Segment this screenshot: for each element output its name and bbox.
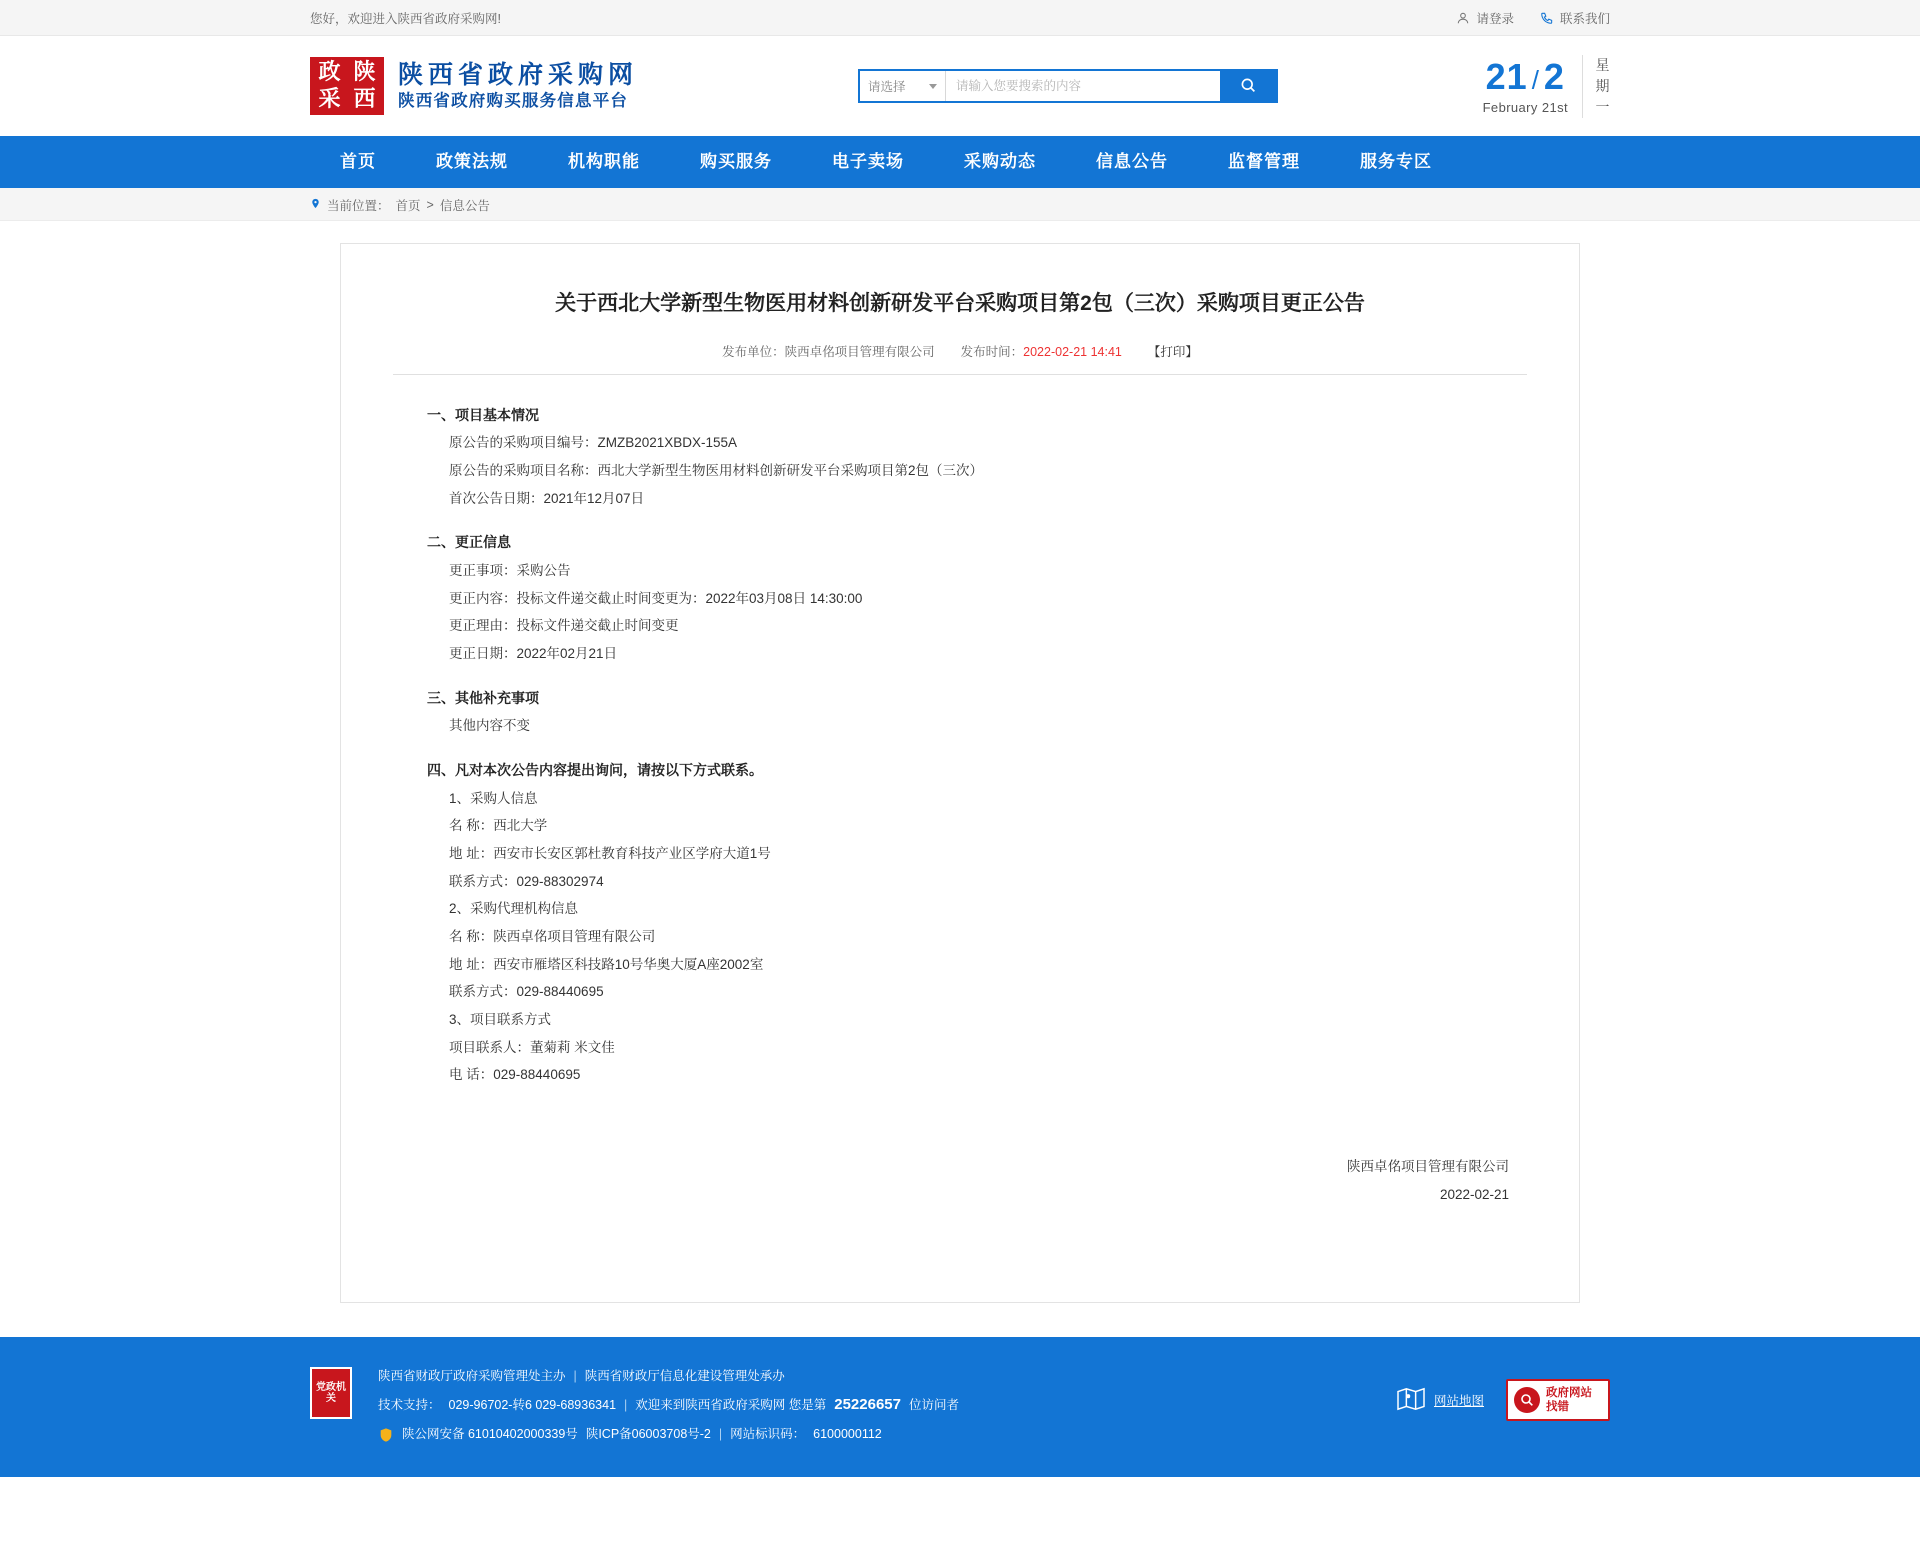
magnifier-icon: [1514, 1387, 1540, 1413]
gov-emblem-text: 党政机关: [316, 1382, 346, 1404]
support-tel: 029-96702-转6 029-68936341: [448, 1397, 617, 1412]
gov-error-report-badge[interactable]: [1506, 1379, 1610, 1421]
content-area: [0, 221, 1920, 1337]
section-2-line-4: 更正日期：2022年02月21日: [449, 645, 618, 661]
site-subname: 陕西省政府购买服务信息平台: [398, 91, 629, 110]
nav-item-policy[interactable]: 政策法规: [436, 152, 508, 171]
purchaser-address-row: [427, 840, 1545, 868]
police-shield-icon: [378, 1426, 394, 1442]
publish-time-value: 2022-02-21 14:41: [1023, 344, 1122, 359]
site-map-link[interactable]: [1396, 1386, 1484, 1415]
logo-char-3: 采: [318, 86, 341, 112]
project-contact-person-value: 董菊莉 米文佳: [530, 1039, 615, 1055]
date-day: 21: [1485, 55, 1528, 97]
footer-sep-1: |: [573, 1369, 577, 1383]
section-1-line-1: 原公告的采购项目编号：ZMZB2021XBDX-155A: [449, 435, 738, 451]
nav-item-announcements[interactable]: 信息公告: [1096, 152, 1168, 171]
site-id-label: 网站标识码：: [730, 1426, 806, 1441]
agency-address-row: [427, 951, 1545, 979]
logo-char-4: 西: [353, 86, 376, 112]
welcome-text: 您好，欢迎进入陕西省政府采购网!: [310, 11, 501, 26]
footer-orgs-row: [378, 1363, 959, 1389]
purchaser-contact-value: 029-88302974: [516, 873, 604, 889]
breadcrumb-separator: >: [426, 197, 434, 212]
project-contact-person-row: [427, 1034, 1545, 1062]
login-label: 请登录: [1476, 11, 1514, 26]
project-contact-person-label: 项目联系人：: [449, 1039, 530, 1055]
agency-address-label: 地 址：: [449, 956, 494, 972]
nav-item-emarket[interactable]: 电子卖场: [832, 152, 904, 171]
section-3-line-1: 其他内容不变: [449, 718, 530, 734]
agency-name-row: [427, 923, 1545, 951]
weekday-label: 星期: [1595, 56, 1610, 94]
doc-meta: [393, 342, 1527, 375]
search-icon: [1239, 76, 1257, 97]
nav-item-supervision[interactable]: 监督管理: [1228, 152, 1300, 171]
agency-contact-label: 联系方式：: [449, 984, 517, 1000]
section-1-line-2: 原公告的采购项目名称：西北大学新型生物医用材料创新研发平台采购项目第2包（三次）: [449, 462, 984, 478]
agency-name-value: 陕西卓佲项目管理有限公司: [493, 928, 656, 944]
footer-sep-2: |: [624, 1397, 628, 1412]
nav-item-home[interactable]: 首页: [340, 152, 376, 171]
agency-contact-row: [427, 978, 1545, 1006]
police-record-link[interactable]: 陕公网安备 61010402000339号: [402, 1426, 578, 1441]
purchaser-contact-row: [427, 868, 1545, 896]
contact-label: 联系我们: [1559, 11, 1610, 26]
purchaser-name-value: 西北大学: [493, 818, 548, 834]
page-title: 关于西北大学新型生物医用材料创新研发平台采购项目第2包（三次）采购项目更正公告: [555, 292, 1365, 315]
site-footer: [0, 1337, 1920, 1477]
date-slash: /: [1531, 64, 1540, 95]
visit-prefix: 欢迎来到陕西省政府采购网 您是第: [635, 1397, 827, 1412]
main-nav: [0, 136, 1920, 188]
visit-count: 25226657: [834, 1396, 901, 1414]
support-label: 技术支持：: [378, 1397, 441, 1412]
purchaser-name-label: 名 称：: [449, 818, 494, 834]
search-input[interactable]: [946, 71, 1220, 101]
agency-name-label: 名 称：: [449, 928, 494, 944]
site-header: [0, 36, 1920, 136]
breadcrumb: [310, 188, 1610, 221]
section-1-line-3: 首次公告日期：2021年12月07日: [449, 490, 645, 506]
announcement-body: [375, 401, 1545, 1090]
search-button[interactable]: [1220, 71, 1276, 101]
project-phone-label: 电 话：: [449, 1067, 494, 1083]
breadcrumb-home[interactable]: 首页: [395, 198, 421, 213]
footer-support-row: [378, 1389, 959, 1421]
user-icon: [1456, 11, 1470, 25]
search-category-label: 请选择: [868, 80, 906, 94]
section-4-sub-2: 2、采购代理机构信息: [449, 901, 579, 917]
gov-badge-line-1: 政府网站: [1546, 1386, 1592, 1399]
section-3-heading: 三、其他补充事项: [427, 689, 539, 706]
breadcrumb-current[interactable]: 信息公告: [439, 198, 490, 213]
agency-contact-value: 029-88440695: [516, 984, 604, 1000]
top-utility-bar: [0, 0, 1920, 36]
gov-emblem-icon: [310, 1367, 352, 1419]
publish-time-label: 发布时间：: [960, 344, 1024, 359]
breadcrumb-bar: [0, 188, 1920, 221]
logo-char-1: 政: [318, 59, 341, 85]
footer-sep-3: |: [718, 1426, 723, 1441]
date-month-num: 2: [1543, 55, 1565, 97]
search-box: [858, 69, 1278, 103]
chevron-down-icon: [929, 84, 937, 89]
section-2-line-1: 更正事项：采购公告: [449, 562, 571, 578]
map-icon: [1396, 1386, 1426, 1415]
weekday-value: 一: [1595, 98, 1610, 115]
section-4-heading: 四、凡对本次公告内容提出询问，请按以下方式联系。: [427, 761, 763, 778]
footer-org-1: 陕西省财政厅政府采购管理处主办: [378, 1369, 566, 1383]
logo-char-2: 陕: [353, 59, 376, 85]
location-pin-icon: [310, 197, 321, 213]
project-phone-row: [427, 1061, 1545, 1089]
nav-item-functions[interactable]: 机构职能: [568, 152, 640, 171]
date-subtext: February 21st: [1482, 99, 1568, 115]
nav-item-news[interactable]: 采购动态: [964, 152, 1036, 171]
contact-link[interactable]: [1540, 9, 1610, 27]
purchaser-contact-label: 联系方式：: [449, 873, 517, 889]
signature-org: 陕西卓佲项目管理有限公司: [1347, 1159, 1509, 1175]
agency-address-value: 西安市雁塔区科技路10号华奥大厦A座2002室: [493, 956, 764, 972]
section-2-line-2: 更正内容：投标文件递交截止时间变更为：2022年03月08日 14:30:00: [449, 590, 863, 606]
site-logo[interactable]: [310, 57, 830, 115]
purchaser-name-row: [427, 812, 1545, 840]
publisher-label: 发布单位：: [722, 344, 785, 359]
section-4-sub-1: 1、采购人信息: [449, 790, 538, 806]
nav-item-purchase-service[interactable]: 购买服务: [700, 152, 772, 171]
print-button[interactable]: 【打印】: [1147, 344, 1198, 359]
purchaser-address-label: 地 址：: [449, 845, 494, 861]
search-category-select[interactable]: [860, 71, 946, 101]
site-map-label: 网站地图: [1433, 1394, 1484, 1408]
gov-badge-line-2: 找错: [1546, 1401, 1569, 1413]
visit-suffix: 位访问者: [909, 1397, 960, 1412]
section-2-line-3: 更正理由：投标文件递交截止时间变更: [449, 618, 679, 634]
nav-item-service-zone[interactable]: 服务专区: [1360, 152, 1432, 171]
signature-date: 2022-02-21: [1439, 1187, 1509, 1203]
icp-record: 陕ICP备06003708号-2: [585, 1426, 711, 1441]
purchaser-address-value: 西安市长安区郭杜教育科技产业区学府大道1号: [493, 845, 771, 861]
login-link[interactable]: [1456, 9, 1514, 27]
footer-org-2: 陕西省财政厅信息化建设管理处承办: [584, 1369, 785, 1383]
publisher-value: 陕西卓佲项目管理有限公司: [784, 344, 935, 359]
announcement-card: [340, 243, 1580, 1303]
phone-icon: [1540, 11, 1554, 25]
date-widget: [1483, 55, 1610, 118]
section-4-sub-3: 3、项目联系方式: [449, 1012, 552, 1027]
site-id-value: 6100000112: [813, 1426, 882, 1441]
section-1-heading: 一、项目基本情况: [427, 406, 539, 423]
section-2-heading: 二、更正信息: [427, 534, 511, 551]
logo-mark-icon: [310, 57, 384, 115]
site-name: 陕西省政府采购网: [398, 60, 639, 89]
footer-record-row: [378, 1421, 959, 1447]
signature-block: [375, 1153, 1545, 1210]
breadcrumb-prefix: 当前位置：: [327, 198, 390, 213]
project-phone-value: 029-88440695: [493, 1067, 581, 1083]
